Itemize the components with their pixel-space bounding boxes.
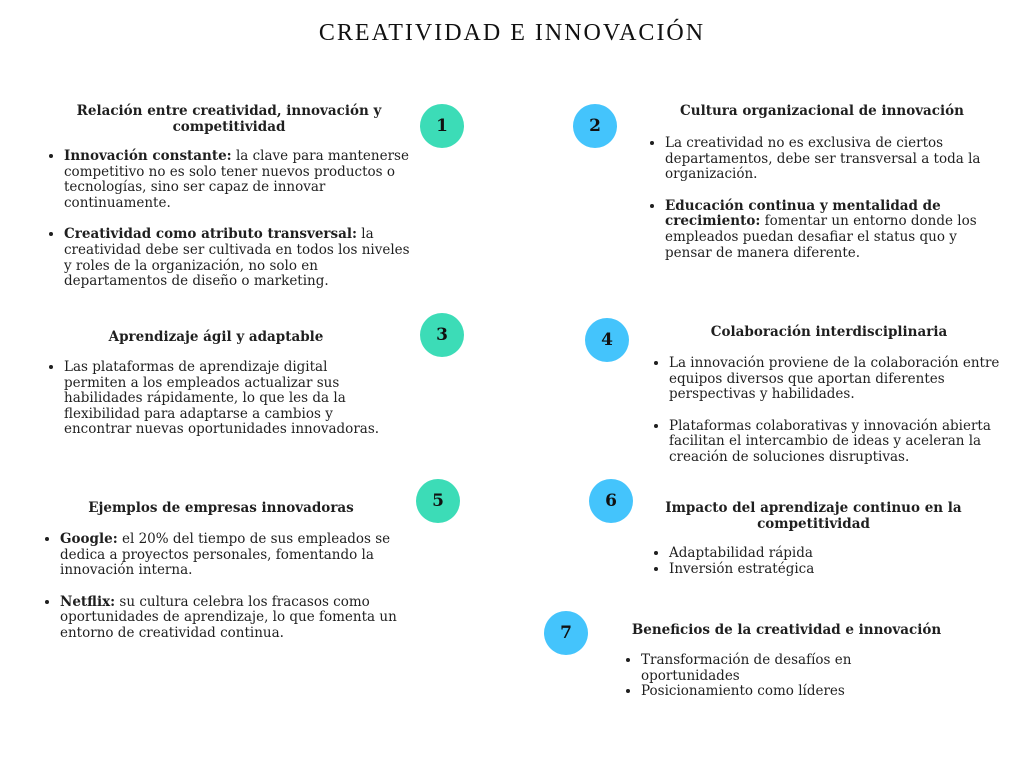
item-text: Plataformas colaborativas y innovación abierta facilitan el intercambio de ideas y aceleran la creación de soluciones disruptivas. xyxy=(669,417,991,465)
bullet-list xyxy=(46,149,412,290)
number-badge-5: 5 xyxy=(416,479,460,523)
section-4 xyxy=(651,324,1007,466)
item-text: Transformación de desafíos en oportunidades xyxy=(641,652,852,684)
number-badge-3: 3 xyxy=(420,313,464,357)
item-text: Posicionamiento como líderes xyxy=(641,683,845,700)
item-text: La creatividad no es exclusiva de ciertos departamentos, debe ser transversal a toda la organización. xyxy=(665,135,981,183)
list-item xyxy=(669,356,1007,403)
section-6 xyxy=(651,500,976,577)
item-text: el 20% del tiempo de sus empleados se dedica a proyectos personales, fomentando la innovación interna. xyxy=(60,531,391,579)
bullet-list xyxy=(647,136,997,261)
page-title: CREATIVIDAD E INNOVACIÓN xyxy=(318,20,706,46)
list-item xyxy=(669,562,976,578)
item-lead: Educación continua y mentalidad de crecimiento: xyxy=(665,197,941,230)
item-text: Adaptabilidad rápida xyxy=(669,545,813,561)
item-lead: Netflix: xyxy=(60,593,116,610)
item-text: Las plataformas de aprendizaje digital permiten a los empleados actualizar sus habilidades rápidamente, lo que les da la flexibilidad para adaptarse a cambios y encontrar nuevas oportunidades innovadoras. xyxy=(64,359,380,438)
item-text: la creatividad debe ser cultivada en todos los niveles y roles de la organización, no solo en departamentos de diseño o marketing. xyxy=(64,226,410,290)
list-item xyxy=(669,419,1007,466)
list-item xyxy=(669,546,976,562)
item-text: la clave para mantenerse competitivo no es solo tener nuevos productos o tecnologías, sino ser capaz de innovar continuamente. xyxy=(64,148,409,211)
number-badge-2: 2 xyxy=(573,104,617,148)
list-item xyxy=(60,532,400,579)
number-badge-6: 6 xyxy=(589,479,633,523)
bullet-list xyxy=(42,532,400,642)
item-lead: Creatividad como atributo transversal: xyxy=(64,226,358,243)
section-heading: Beneficios de la creatividad e innovación xyxy=(631,622,942,638)
bullet-list xyxy=(651,356,1007,466)
bullet-list xyxy=(651,546,976,577)
section-heading: Cultura organizacional de innovación xyxy=(680,103,964,119)
number-badge-7: 7 xyxy=(544,611,588,655)
section-3 xyxy=(46,329,386,438)
item-text: La innovación proviene de la colaboración entre equipos diversos que aportan diferentes perspectivas y habilidades. xyxy=(669,355,1000,403)
number-badge-1: 1 xyxy=(420,104,464,148)
list-item xyxy=(60,595,400,642)
section-1 xyxy=(46,103,412,290)
list-item xyxy=(641,684,950,700)
section-5 xyxy=(42,500,400,642)
item-text: fomentar un entorno donde los empleados puedan desafiar el status quo y pensar de manera diferente. xyxy=(665,213,977,261)
list-item xyxy=(665,199,997,261)
section-heading: Relación entre creatividad, innovación y competitividad xyxy=(76,103,382,135)
section-heading: Impacto del aprendizaje continuo en la competitividad xyxy=(665,500,962,532)
item-lead: Innovación constante: xyxy=(64,148,232,164)
section-2 xyxy=(647,103,997,261)
item-text: Inversión estratégica xyxy=(669,560,815,577)
item-lead: Google: xyxy=(60,531,118,547)
bullet-list xyxy=(623,653,950,700)
section-heading: Ejemplos de empresas innovadoras xyxy=(88,500,354,516)
section-heading: Colaboración interdisciplinaria xyxy=(710,324,948,340)
list-item xyxy=(665,136,997,183)
bullet-list xyxy=(46,360,386,438)
section-7 xyxy=(623,622,950,700)
list-item xyxy=(64,227,412,289)
number-badge-4: 4 xyxy=(585,318,629,362)
list-item xyxy=(64,149,412,211)
list-item xyxy=(64,360,386,438)
item-text: su cultura celebra los fracasos como oportunidades de aprendizaje, lo que fomenta un entorno de creatividad continua. xyxy=(60,593,397,641)
list-item xyxy=(641,653,950,684)
section-heading: Aprendizaje ágil y adaptable xyxy=(108,329,324,345)
